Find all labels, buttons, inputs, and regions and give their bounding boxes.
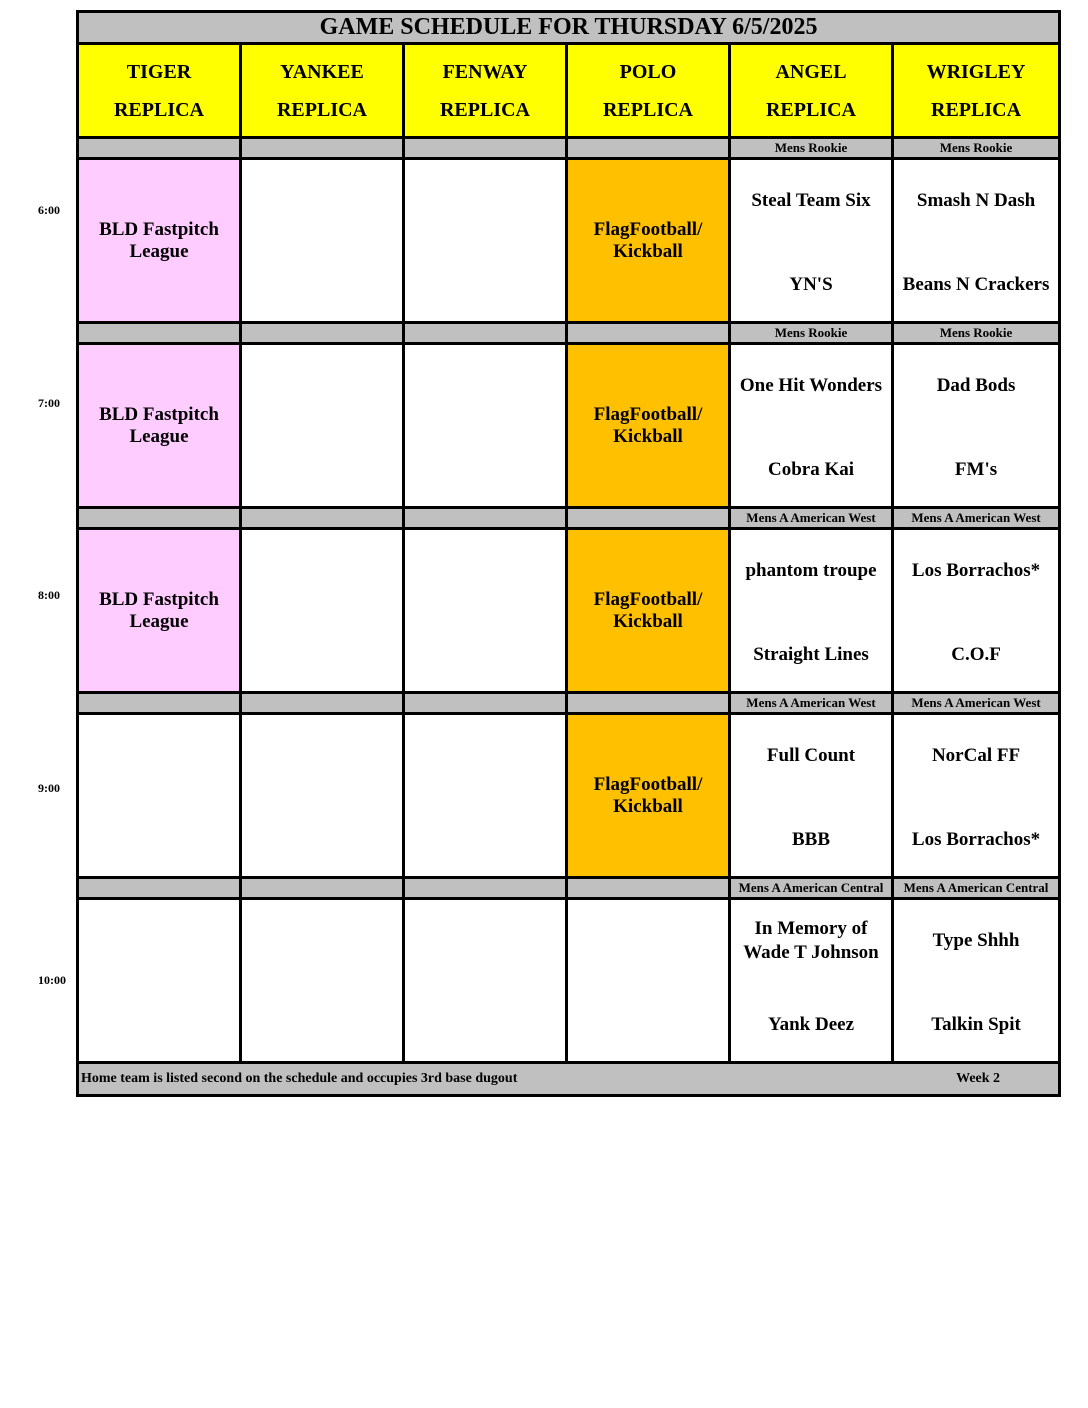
home-team: Yank Deez xyxy=(767,1014,855,1035)
tiger-event: BLD Fastpitch League xyxy=(78,529,241,693)
division-label: Mens A American West xyxy=(893,508,1060,529)
time-slot-row xyxy=(78,529,1060,693)
time-slot-row xyxy=(78,899,1060,1063)
field-header-polo: POLO REPLICA xyxy=(567,44,730,138)
empty-cell xyxy=(404,714,567,878)
angel-game xyxy=(730,714,893,878)
schedule-table xyxy=(76,10,1061,1097)
division-label: Mens A American Central xyxy=(893,878,1060,899)
division-row xyxy=(78,693,1060,714)
footer-row xyxy=(78,1063,1060,1096)
division-label: Mens Rookie xyxy=(893,138,1060,159)
field-header-angel: ANGEL REPLICA xyxy=(730,44,893,138)
home-team: Los Borrachos* xyxy=(911,829,1041,850)
tiger-event xyxy=(78,899,241,1063)
division-label: Mens A American Central xyxy=(730,878,893,899)
division-label: Mens Rookie xyxy=(730,138,893,159)
polo-event: FlagFootball/ Kickball xyxy=(567,714,730,878)
empty-cell xyxy=(241,344,404,508)
empty-cell xyxy=(241,714,404,878)
division-row xyxy=(78,323,1060,344)
tiger-event: BLD Fastpitch League xyxy=(78,159,241,323)
home-team: Talkin Spit xyxy=(931,1014,1021,1035)
empty-cell xyxy=(241,899,404,1063)
division-row xyxy=(78,878,1060,899)
home-team: Beans N Crackers xyxy=(902,274,1050,295)
away-team: One Hit Wonders xyxy=(739,375,883,396)
wrigley-game xyxy=(893,344,1060,508)
away-team: Smash N Dash xyxy=(916,190,1036,211)
field-header-tiger: TIGER REPLICA xyxy=(78,44,241,138)
away-team: Steal Team Six xyxy=(751,190,871,211)
home-team: Cobra Kai xyxy=(767,459,855,480)
home-team: FM's xyxy=(954,459,998,480)
empty-cell xyxy=(404,899,567,1063)
empty-cell xyxy=(404,159,567,323)
away-team: NorCal FF xyxy=(931,745,1021,766)
away-team: Los Borrachos* xyxy=(911,560,1041,581)
field-header-yankee: YANKEE REPLICA xyxy=(241,44,404,138)
time-label: 9:00 xyxy=(38,781,60,795)
empty-cell xyxy=(404,529,567,693)
away-team: In Memory of Wade T Johnson xyxy=(743,918,879,963)
time-label: 7:00 xyxy=(38,396,60,410)
tiger-event xyxy=(78,714,241,878)
footer-note: Home team is listed second on the schedule and occupies 3rd base dugout xyxy=(81,1071,518,1086)
division-label: Mens Rookie xyxy=(730,323,893,344)
angel-game xyxy=(730,899,893,1063)
angel-game xyxy=(730,529,893,693)
angel-game xyxy=(730,344,893,508)
page-title: GAME SCHEDULE FOR THURSDAY 6/5/2025 xyxy=(78,12,1060,44)
home-team: Straight Lines xyxy=(753,644,869,665)
time-label: 10:00 xyxy=(38,973,66,987)
time-label: 6:00 xyxy=(38,203,60,217)
empty-cell xyxy=(404,344,567,508)
time-slot-row xyxy=(78,714,1060,878)
wrigley-game xyxy=(893,899,1060,1063)
polo-event xyxy=(567,899,730,1063)
wrigley-game xyxy=(893,529,1060,693)
empty-cell xyxy=(241,159,404,323)
home-team: YN'S xyxy=(789,274,833,295)
field-header-fenway: FENWAY REPLICA xyxy=(404,44,567,138)
wrigley-game xyxy=(893,714,1060,878)
division-label: Mens A American West xyxy=(893,693,1060,714)
wrigley-game xyxy=(893,159,1060,323)
polo-event: FlagFootball/ Kickball xyxy=(567,529,730,693)
field-header-wrigley: WRIGLEY REPLICA xyxy=(893,44,1060,138)
field-header-row xyxy=(78,44,1060,138)
away-team: Type Shhh xyxy=(932,930,1020,951)
division-label: Mens A American West xyxy=(730,508,893,529)
polo-event: FlagFootball/ Kickball xyxy=(567,344,730,508)
time-label: 8:00 xyxy=(38,588,60,602)
time-slot-row xyxy=(78,344,1060,508)
division-row xyxy=(78,508,1060,529)
division-label: Mens A American West xyxy=(730,693,893,714)
tiger-event: BLD Fastpitch League xyxy=(78,344,241,508)
division-label: Mens Rookie xyxy=(893,323,1060,344)
division-row xyxy=(78,138,1060,159)
away-team: phantom troupe xyxy=(745,560,877,581)
time-slot-row xyxy=(78,159,1060,323)
away-team: Dad Bods xyxy=(936,375,1016,396)
empty-cell xyxy=(241,529,404,693)
home-team: BBB xyxy=(791,829,831,850)
week-label: Week 2 xyxy=(956,1071,1001,1086)
angel-game xyxy=(730,159,893,323)
polo-event: FlagFootball/ Kickball xyxy=(567,159,730,323)
away-team: Full Count xyxy=(766,745,856,766)
home-team: C.O.F xyxy=(951,644,1001,665)
